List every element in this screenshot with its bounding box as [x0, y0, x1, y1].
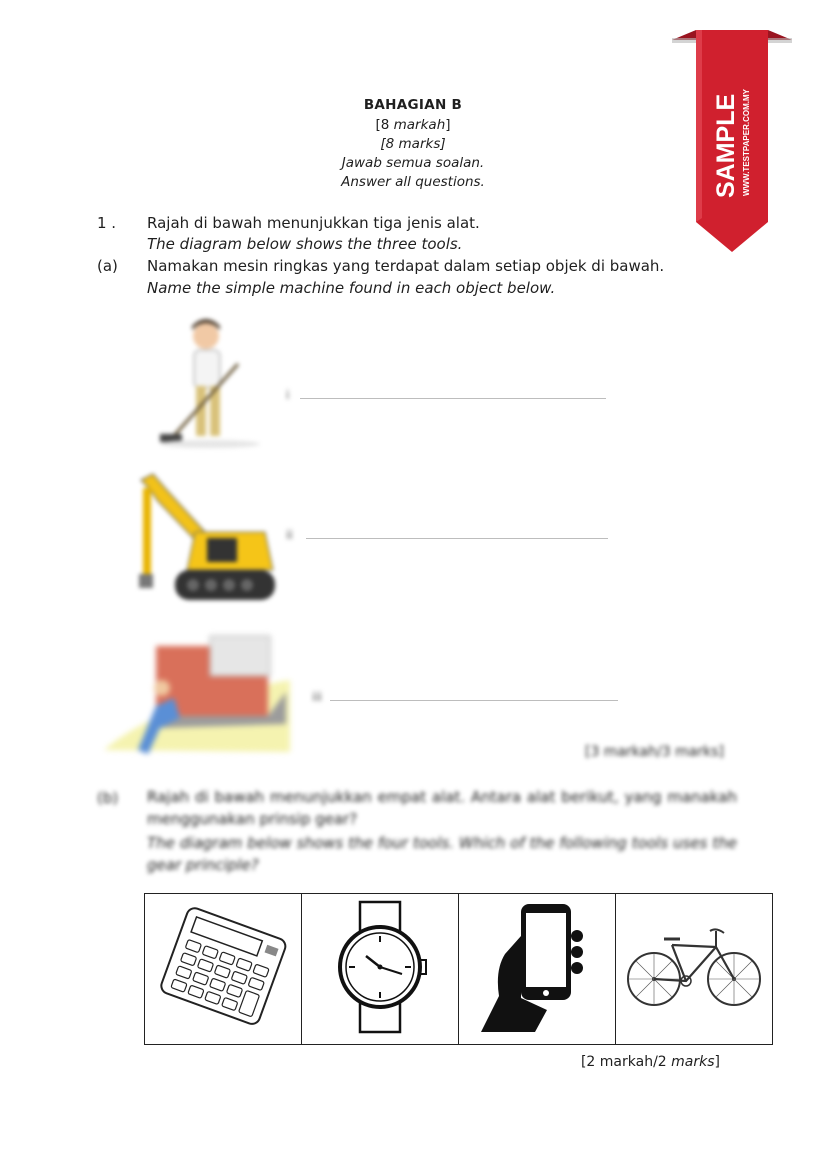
calculator-icon: [153, 907, 293, 1027]
part-b-text-ms: Rajah di bawah menunjukkan empat alat. Antara alat berikut, yang manakah menggunakan prinsip gear?: [147, 788, 737, 828]
answer-line-ii[interactable]: [306, 538, 608, 539]
marks-en: [8 marks]: [380, 136, 446, 152]
ribbon-site: WWW.TESTPAPER.COM.MY: [742, 89, 751, 196]
part-b-marks: [500, 1054, 720, 1070]
tools-table: [144, 893, 773, 1045]
answer-line-iii[interactable]: [330, 700, 618, 701]
instruction-ms: Jawab semua soalan.: [341, 155, 485, 171]
person-pushing-image: [100, 632, 300, 762]
part-b-label: (b): [97, 789, 119, 807]
part-b-marks-word: marks: [671, 1054, 715, 1070]
part-a-text-ms: Namakan mesin ringkas yang terdapat dalam setiap objek di bawah.: [147, 257, 665, 275]
boy-raking-image: [150, 316, 270, 456]
watch-icon: [330, 900, 430, 1034]
part-a-marks: [3 markah/3 marks]: [584, 744, 724, 760]
tool-cell-calculator[interactable]: [145, 894, 302, 1045]
marks-ms-prefix: [8: [375, 117, 394, 133]
instruction-en: Answer all questions.: [341, 174, 485, 190]
answer-line-i[interactable]: [300, 398, 606, 399]
item-i-label: i: [286, 388, 290, 402]
item-ii-label: ii: [286, 528, 293, 542]
tool-cell-phone[interactable]: [459, 894, 616, 1045]
question-stem-en: The diagram below shows the three tools.: [147, 235, 463, 253]
tool-cell-bicycle[interactable]: [616, 894, 773, 1045]
part-b-marks-suffix: ]: [714, 1054, 720, 1070]
sample-ribbon: [668, 26, 796, 256]
tool-cell-watch[interactable]: [302, 894, 459, 1045]
ribbon-word: SAMPLE: [712, 93, 740, 198]
section-title: BAHAGIAN B: [363, 97, 463, 113]
item-iii-label: iii: [312, 690, 323, 704]
part-b-text-en: The diagram below shows the four tools. Which of the following tools uses the gear principle?: [147, 834, 737, 874]
phone-icon: [477, 900, 597, 1034]
bicycle-icon: [624, 917, 764, 1017]
excavator-image: [135, 470, 280, 605]
marks-ms-word: markah: [393, 117, 446, 133]
marks-ms-suffix: ]: [445, 117, 451, 133]
part-a-text-en: Name the simple machine found in each object below.: [147, 279, 556, 297]
question-stem-ms: Rajah di bawah menunjukkan tiga jenis alat.: [147, 214, 480, 232]
part-a-label: (a): [97, 257, 118, 275]
part-b-marks-prefix: [2 markah/2: [580, 1054, 672, 1070]
question-number: 1 .: [97, 214, 117, 232]
